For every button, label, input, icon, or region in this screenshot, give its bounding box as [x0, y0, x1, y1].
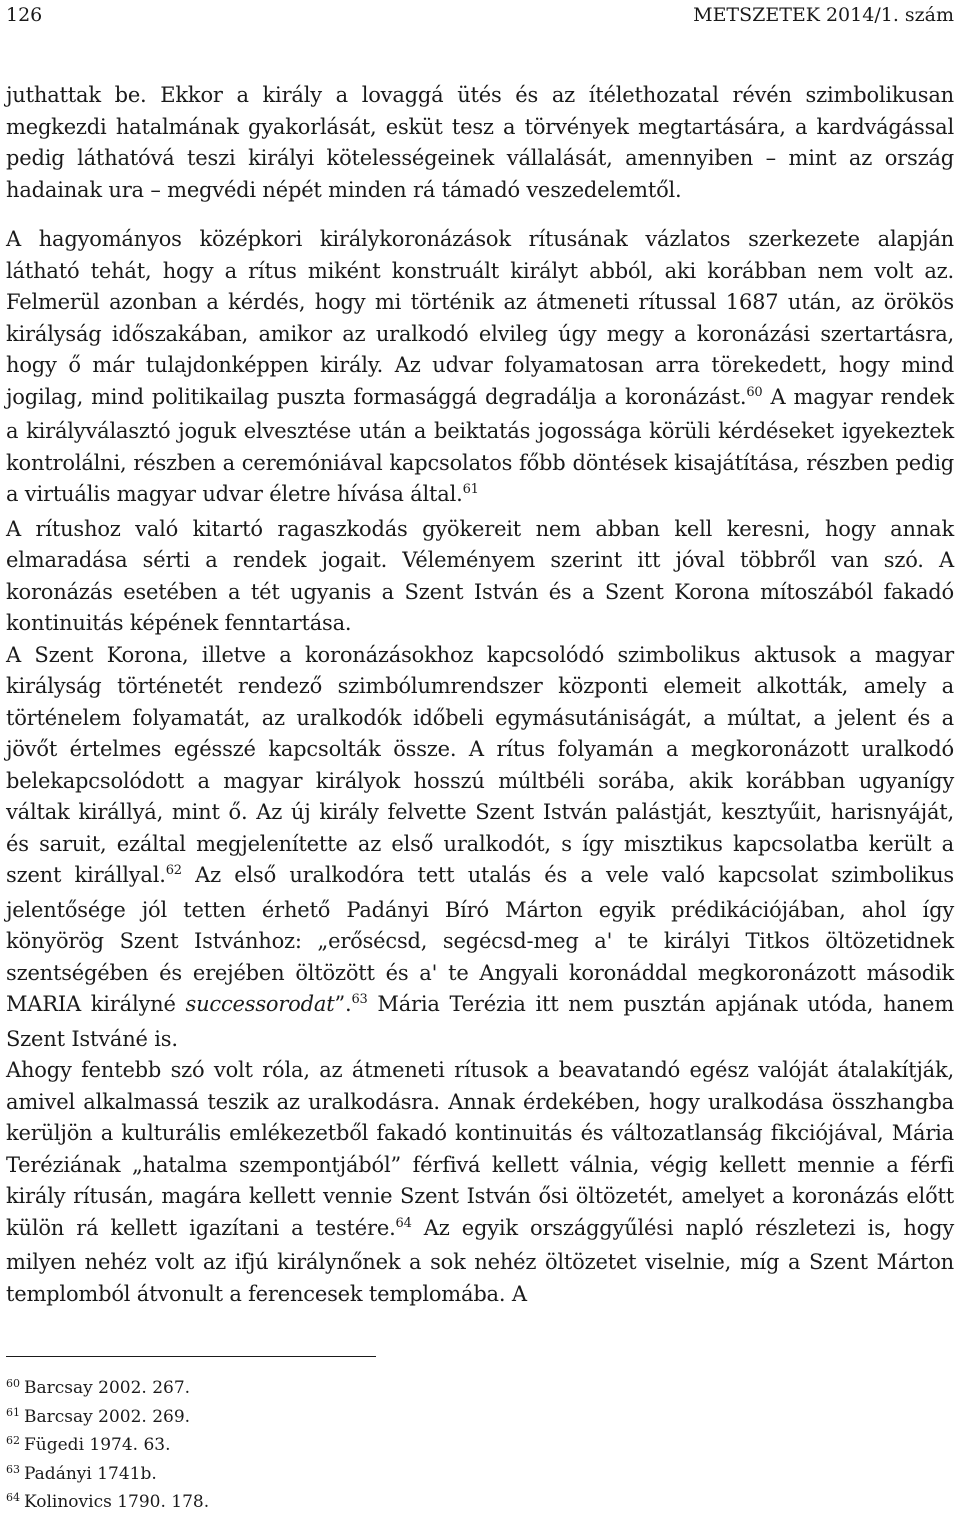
paragraph: [6, 80, 954, 206]
footnote-number: 63: [6, 1462, 20, 1476]
footnote-number: 60: [6, 1377, 20, 1390]
paragraph: [6, 514, 954, 640]
footnote-separator: [6, 1356, 376, 1357]
italic-text: successorodat: [185, 992, 335, 1016]
footnote-number: 62: [6, 1434, 20, 1447]
footnote: [6, 1432, 606, 1461]
paragraph-text: Ahogy fentebb szó volt róla, az átmeneti rítusok a beavatandó egész valóját átalakítják, amivel alkalmassá teszik az uralkodásra. Annak érdekében, hogy uralkodása összhangba kerüljön a kulturális emlékezetből fakadó kontinuitás és változatlanság fikciójával, Mária Teréziának „hatalma szempontjából” férfivá kellett válnia, végig kellett mennie a férfi király rítusán, magára kellett vennie Szent István ősi öltözetét, amelyet a koronázás előtt külön rá kellett igazítani a testére.: [6, 1058, 954, 1240]
paragraph-text: ”.: [334, 992, 352, 1016]
footnote-text: Barcsay 2002. 267.: [24, 1378, 191, 1398]
footnote: [6, 1375, 606, 1404]
footnote: [6, 1404, 606, 1433]
paragraph-text: juthattak be. Ekkor a király a lovaggá ütés és az ítélethozatal révén szimbolikusan megkezdi hatalmának gyakorlását, esküt tesz a törvények megtartására, a kardvágással pedig láthatóvá teszi királyi kötelességeinek vállalását, amennyiben – mint az ország hadainak ura – megvédi népét minden rá támadó veszedelemtől.: [6, 83, 954, 202]
footnote: [6, 1489, 606, 1518]
footnote-text: Padányi 1741b.: [24, 1463, 157, 1484]
footnotes: [6, 1375, 606, 1518]
paragraph-text: A hagyományos középkori királykoronázások rítusának vázlatos szerkezete alapján látható tehát, hogy a rítus miként konstruált királyt abból, aki korábban nem volt az. Felmerül azonban a kérdés, hogy mi történik az átmeneti rítussal 1687 után, az örökös királyság időszakában, amikor az uralkodó elvileg úgy megy a koronázási szertartásra, hogy ő már tulajdonképpen király. Az udvar folyamatosan arra törekedett, hogy mind jogilag, mind politikailag puszta formasággá degradálja a koronázást.: [6, 227, 954, 409]
journal-title: METSZETEK 2014/1. szám: [693, 4, 954, 26]
paragraph-text: Az egyik országgyűlési napló részletezi is, hogy milyen nehéz volt az ifjú királynőnek a sok nehéz öltözetet viselnie, míg a Szent Márton templomból átvonult a ferencesek templomába. A: [6, 1215, 954, 1306]
paragraph: [6, 640, 954, 1056]
footnote-text: Kolinovics 1790. 178.: [24, 1492, 210, 1512]
footnote-text: Fügedi 1974. 63.: [24, 1435, 171, 1455]
page-header: [6, 2, 954, 28]
footnote: [6, 1461, 606, 1490]
paragraph-text: A Szent Korona, illetve a koronázásokhoz kapcsolódó szimbolikus aktusok a magyar királyság történetét rendező szimbólumrendszer központi elemeit alkották, amely a történelem folyamatát, az uralkodók időbeli egymásutániságát, a múltat, a jelent és a jövőt értelmes egésszé kapcsolták össze. A rítus folyamán a megkoronázott uralkodó belekapcsolódott a magyar királyok hosszú múltbéli sorába, akik korábban ugyanígy váltak királlyá, mint ő. Az új király felvette Szent István palástját, kesztyűit, harisnyáját, és saruit, ezáltal megjelenítette az első uralkodót, s így misztikus kapcsolatba került a szent királlyal.: [6, 642, 954, 887]
footnote-reference: 60: [746, 384, 763, 400]
footnote-reference: 64: [395, 1215, 412, 1231]
paragraph-text: A magyar rendek a királyválasztó joguk elvesztése után a beiktatás jogossága körüli kérdéseket igyekeztek kontrolálni, részben a ceremóniával kapcsolatos főbb döntések kisajátítása, részben pedig a virtuális magyar udvar életre hívása által.: [6, 384, 954, 506]
footnote-text: Barcsay 2002. 269.: [24, 1406, 191, 1427]
page-number: 126: [6, 4, 43, 26]
footnote-number: 64: [6, 1491, 20, 1504]
footnote-reference: 63: [351, 992, 368, 1007]
footnote-reference: 62: [165, 863, 182, 878]
paragraph: [6, 1055, 954, 1310]
footnote-number: 61: [6, 1405, 20, 1419]
body-text: [6, 80, 954, 1310]
paragraph: [6, 224, 954, 514]
footnote-reference: 61: [462, 482, 479, 497]
paragraph-text: A rítushoz való kitartó ragaszkodás gyökereit nem abban kell keresni, hogy annak elmaradása sérti a rendek jogait. Véleményem szerint itt jóval többről van szó. A koronázás esetében a tét ugyanis a Szent István és a Szent Korona mítoszából fakadó kontinuitás képének fenntartása.: [6, 516, 954, 635]
paragraph-text: Mária Terézia itt nem pusztán apjának utóda, hanem Szent Istváné is.: [6, 992, 955, 1051]
paragraph-text: Az első uralkodóra tett utalás és a vele való kapcsolat szimbolikus jelentősége jól tetten érhető Padányi Bíró Márton egyik prédikációjában, ahol így könyörög Szent Istvánhoz: „erősécsd, segécsd-meg a' te királyi Titkos öltözetidnek szentségében és erejében öltözött és a' te Angyali koronáddal megkoronázott második MARIA királyné: [6, 863, 954, 1016]
